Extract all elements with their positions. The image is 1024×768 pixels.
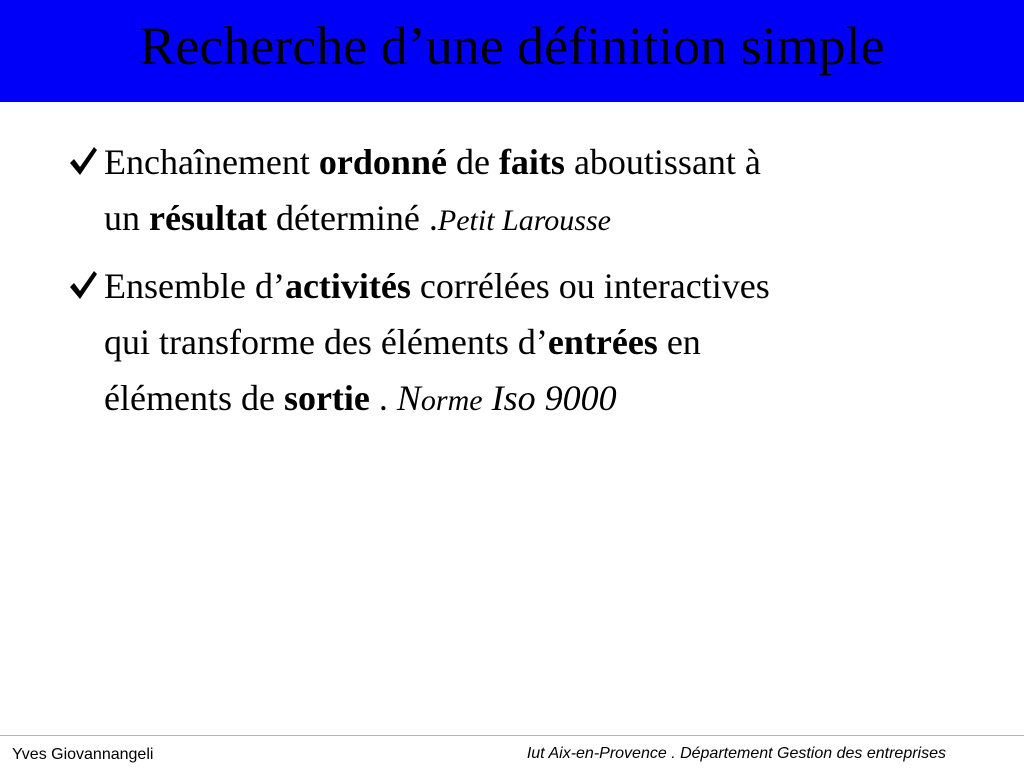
text-run: qui transforme des éléments d’ [104, 322, 548, 362]
bullet-line [104, 258, 948, 314]
bullet-line [104, 190, 948, 246]
text-run: un [104, 198, 149, 238]
footer-institution: Iut Aix-en-Provence . Département Gestion des entreprises [526, 745, 946, 762]
source-citation [397, 378, 617, 418]
text-run: déterminé . [266, 198, 438, 238]
text-run: . [369, 378, 397, 418]
bullet-line [104, 314, 948, 370]
text-run: en [657, 322, 701, 362]
bullet-line [104, 370, 948, 426]
bold-term: sortie [283, 378, 370, 418]
slide-body [68, 134, 948, 438]
footer-author: Yves Giovannangeli [12, 746, 154, 763]
text-run: éléments de [104, 378, 284, 418]
source-word: orme [420, 384, 483, 417]
slide-title: Recherche d’une définition simple [139, 16, 885, 76]
bold-term: entrées [547, 322, 658, 362]
text-run: aboutissant à [564, 142, 761, 182]
text-run: de [446, 142, 499, 182]
checkmark-icon [68, 268, 98, 302]
bold-term: faits [498, 142, 565, 182]
bold-term: activités [284, 266, 411, 306]
source-citation: Petit Larousse [437, 204, 611, 237]
text-run: corrélées ou interactives [410, 266, 770, 306]
bullet-line [104, 134, 948, 190]
source-tail: Iso 9000 [482, 378, 617, 418]
bold-term: ordonné [318, 142, 447, 182]
text-run: Ensemble d’ [104, 266, 285, 306]
source-initial: N [396, 378, 421, 418]
bullet-item [68, 134, 948, 246]
bold-term: résultat [149, 198, 267, 238]
text-run: Enchaînement [104, 142, 319, 182]
footer-divider [0, 735, 1024, 736]
checkmark-icon [68, 144, 98, 178]
bullet-item [68, 258, 948, 426]
